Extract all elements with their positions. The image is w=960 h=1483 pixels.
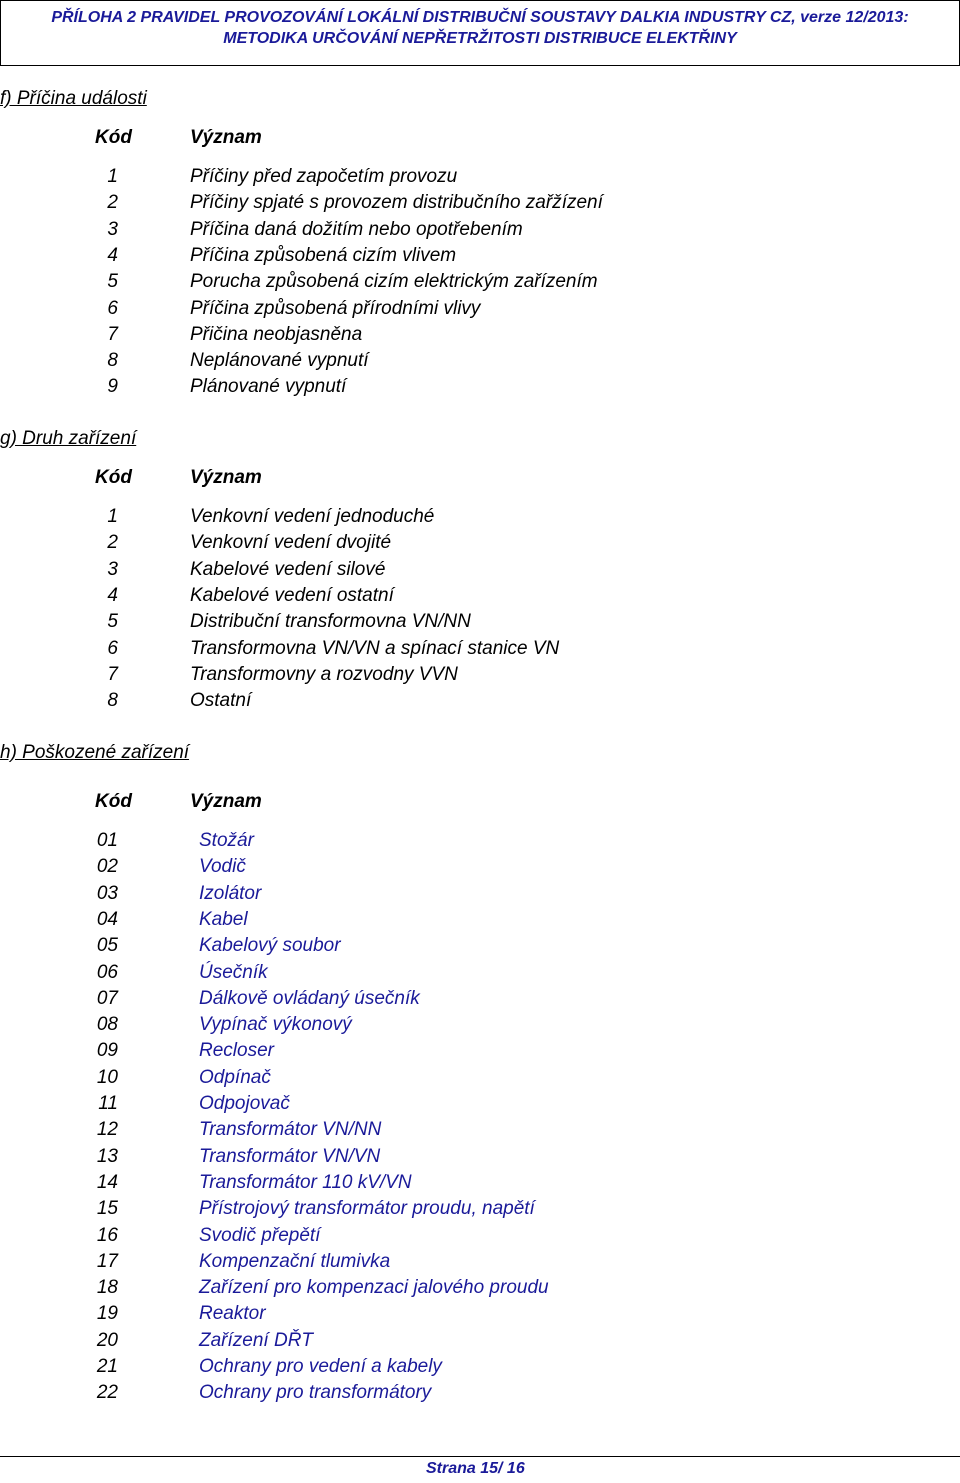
row-meaning: Kompenzační tlumivka [199,1250,391,1272]
row-meaning: Kabel [199,908,248,930]
row-meaning: Přístrojový transformátor proudu, napětí [199,1198,535,1220]
row-meaning: Porucha způsobená cizím elektrickým zařízením [190,271,598,293]
row-meaning: Venkovní vedení dvojité [190,532,392,554]
row-meaning: Vypínač výkonový [199,1014,352,1036]
row-meaning: Distribuční transformovna VN/NN [190,611,471,633]
row-code: 2 [107,192,118,214]
row-meaning: Úsečník [199,961,268,983]
row-code: 01 [96,830,118,851]
row-code: 03 [96,882,118,904]
row-code: 6 [107,297,118,319]
row-code: 13 [96,1145,118,1167]
row-code: 09 [96,1040,118,1062]
section-h-title: h) Poškozené zařízení [0,742,190,763]
row-code: 12 [96,1119,118,1141]
section-f-col-meaning: Význam [190,127,262,148]
row-code: 05 [96,935,118,957]
row-meaning: Kabelový soubor [199,935,341,957]
row-meaning: Odpínač [199,1066,271,1088]
row-meaning: Recloser [199,1040,274,1062]
section-f-title: f) Příčina události [0,88,147,109]
row-code: 4 [107,244,118,266]
row-meaning: Příčiny před započetím provozu [190,166,458,187]
row-code: 4 [107,584,118,606]
row-code: 6 [107,637,118,659]
row-meaning: Příčina daná dožitím nebo opotřebením [190,218,523,240]
section-h-col-meaning: Význam [190,791,262,812]
row-meaning: Dálkově ovládaný úsečník [199,987,420,1009]
row-meaning: Venkovní vedení jednoduché [190,506,435,527]
row-code: 18 [96,1277,118,1299]
row-code: 7 [107,323,118,345]
row-meaning: Neplánované vypnutí [190,350,369,372]
header-line-1: PŘÍLOHA 2 PRAVIDEL PROVOZOVÁNÍ LOKÁLNÍ DISTRIBUČNÍ SOUSTAVY DALKIA INDUSTRY CZ, verze 12/2013: [51,9,909,26]
row-code: 8 [107,690,118,712]
row-code: 5 [107,611,118,633]
page-footer [0,1456,960,1483]
row-code: 07 [96,987,118,1009]
row-code: 7 [107,663,118,685]
page-header [0,0,960,66]
row-meaning: Vodič [199,856,246,878]
row-meaning: Ochrany pro transformátory [199,1382,432,1404]
row-meaning: Zařízení pro kompenzaci jalového proudu [199,1277,549,1299]
row-meaning: Transformovny a rozvodny VVN [190,663,458,685]
row-code: 02 [96,856,118,878]
row-code: 10 [96,1066,118,1088]
row-code: 2 [107,532,118,554]
row-meaning: Svodič přepětí [199,1224,321,1246]
section-h-col-code: Kód [95,791,132,812]
row-code: 9 [107,376,118,398]
row-code: 21 [96,1356,118,1377]
row-code: 19 [96,1303,118,1325]
row-meaning: Plánované vypnutí [190,376,347,398]
section-g-col-code: Kód [95,467,132,488]
row-meaning: Příčina způsobená cizím vlivem [190,244,457,266]
row-code: 17 [96,1250,118,1272]
row-meaning: Zařízení DŘT [199,1329,314,1351]
section-g-title: g) Druh zařízení [0,428,137,449]
section-f-col-code: Kód [95,127,132,148]
row-code: 08 [96,1014,118,1036]
row-meaning: Ochrany pro vedení a kabely [199,1356,442,1377]
row-code: 8 [107,350,118,372]
row-code: 11 [98,1093,118,1114]
row-meaning: Transformátor VN/NN [199,1119,382,1141]
row-meaning: Stožár [199,830,254,851]
row-meaning: Izolátor [199,882,262,904]
row-meaning: Odpojovač [199,1093,290,1114]
row-meaning: Kabelové vedení silové [190,558,386,580]
row-code: 20 [96,1329,118,1351]
row-meaning: Transformátor VN/VN [199,1145,381,1167]
header-line-2: METODIKA URČOVÁNÍ NEPŘETRŽITOSTI DISTRIBUCE ELEKTŘINY [223,30,737,47]
row-code: 1 [107,166,118,187]
row-meaning: Kabelové vedení ostatní [190,584,394,606]
row-code: 15 [96,1198,118,1220]
row-meaning: Příčina způsobená přírodními vlivy [190,297,481,319]
row-code: 16 [96,1224,118,1246]
section-g-col-meaning: Význam [190,467,262,488]
row-code: 22 [96,1382,118,1404]
row-code: 1 [107,506,118,527]
row-meaning: Transformovna VN/VN a spínací stanice VN [190,637,560,659]
row-meaning: Ostatní [190,690,252,712]
row-code: 5 [107,271,118,293]
row-code: 04 [96,908,118,930]
row-code: 06 [96,961,118,983]
row-meaning: Transformátor 110 kV/VN [199,1171,412,1193]
row-meaning: Příčiny spjaté s provozem distribučního zařžízení [190,192,603,214]
row-code: 14 [96,1171,118,1193]
row-code: 3 [107,558,118,580]
page-number: Strana 15/ 16 [426,1460,525,1477]
row-meaning: Přičina neobjasněna [190,323,363,345]
row-meaning: Reaktor [199,1303,266,1325]
row-code: 3 [107,218,118,240]
